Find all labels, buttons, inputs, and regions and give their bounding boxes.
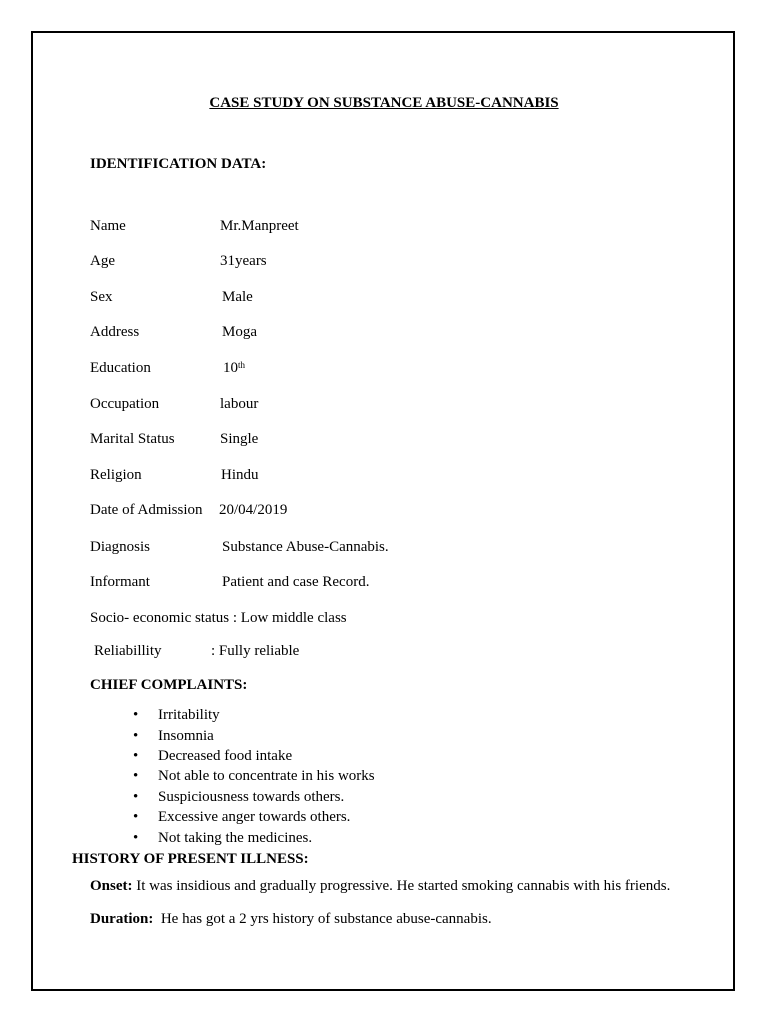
list-item: Irritability	[158, 707, 220, 723]
identification-heading: IDENTIFICATION DATA:	[90, 156, 267, 172]
chief-complaints-heading: CHIEF COMPLAINTS:	[90, 677, 248, 693]
reliability-value: : Fully reliable	[211, 643, 300, 659]
list-item: Decreased food intake	[158, 748, 293, 764]
onset-label: Onset:	[90, 878, 133, 894]
marital-status-label: Marital Status	[90, 431, 175, 447]
religion-label: Religion	[90, 467, 142, 483]
name-value: Mr.Manpreet	[220, 218, 299, 234]
admission-date-value: 20/04/2019	[219, 502, 288, 518]
duration-label: Duration:	[90, 911, 154, 927]
education-value	[223, 359, 245, 377]
bullet-icon: •	[133, 830, 139, 846]
education-superscript: th	[238, 360, 246, 370]
bullet-icon: •	[133, 809, 139, 825]
bullet-icon: •	[133, 768, 139, 784]
document-title: CASE STUDY ON SUBSTANCE ABUSE-CANNABIS	[209, 95, 559, 111]
list-item: Not able to concentrate in his works	[158, 768, 375, 784]
occupation-value: labour	[220, 396, 259, 412]
onset-text: It was insidious and gradually progressive. He started smoking cannabis with his friends.	[132, 878, 671, 894]
address-label: Address	[90, 324, 140, 340]
list-item: Suspiciousness towards others.	[158, 789, 345, 805]
age-value: 31years	[220, 253, 267, 269]
marital-status-value: Single	[220, 431, 259, 447]
list-item: Insomnia	[158, 728, 214, 744]
duration-paragraph	[90, 910, 492, 928]
informant-value: Patient and case Record.	[222, 574, 370, 590]
history-heading: HISTORY OF PRESENT ILLNESS:	[72, 851, 309, 867]
address-value: Moga	[222, 324, 257, 340]
sex-value: Male	[222, 289, 253, 305]
informant-label: Informant	[90, 574, 150, 590]
onset-paragraph	[90, 877, 670, 895]
list-item: Excessive anger towards others.	[158, 809, 351, 825]
occupation-label: Occupation	[90, 396, 160, 412]
bullet-icon: •	[133, 728, 139, 744]
diagnosis-label: Diagnosis	[90, 539, 150, 555]
sex-label: Sex	[90, 289, 113, 305]
reliability-label: Reliabillity	[94, 643, 162, 659]
age-label: Age	[90, 253, 115, 269]
socio-economic-status: Socio- economic status : Low middle class	[90, 610, 347, 626]
diagnosis-value: Substance Abuse-Cannabis.	[222, 539, 389, 555]
bullet-icon: •	[133, 748, 139, 764]
admission-date-label: Date of Admission	[90, 502, 203, 518]
bullet-icon: •	[133, 789, 139, 805]
education-number: 10	[223, 360, 238, 376]
religion-value: Hindu	[221, 467, 259, 483]
duration-text: He has got a 2 yrs history of substance abuse-cannabis.	[153, 911, 492, 927]
education-label: Education	[90, 360, 151, 376]
name-label: Name	[90, 218, 126, 234]
bullet-icon: •	[133, 707, 139, 723]
list-item: Not taking the medicines.	[158, 830, 313, 846]
